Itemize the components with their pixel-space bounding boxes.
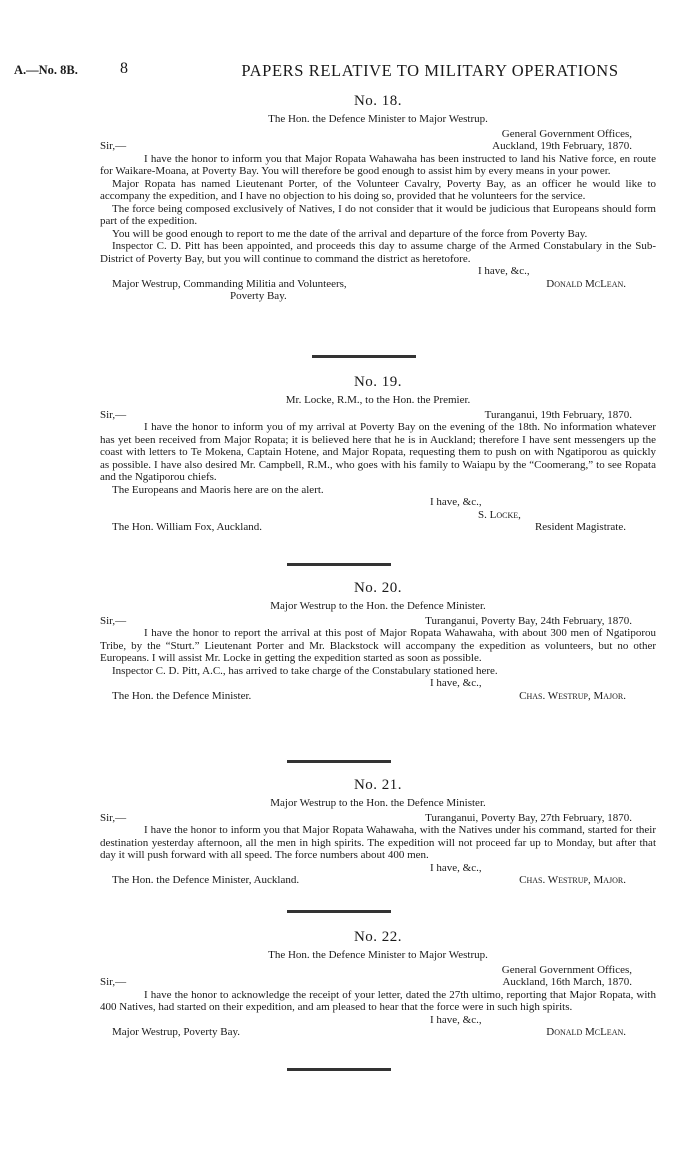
letter-no-18: [100, 93, 656, 303]
letter-no-20: [100, 580, 656, 702]
signatory-title: Resident Magistrate.: [534, 521, 626, 533]
paragraph: I have the honor to inform you that Major Ropata Wahawaha has been instructed to land his Native force, en route for Waikare-Moana, at Poverty Bay. You will therefore be good enough to assist him by every means in your power.: [100, 152, 656, 177]
letter-no-22: [100, 929, 656, 1039]
signature: S. Locke,: [478, 508, 521, 521]
letter-address: General Government Offices,: [501, 127, 632, 140]
letter-number: No. 18.: [353, 93, 403, 109]
letter-no-19: [100, 374, 656, 534]
signature-row: [100, 521, 656, 534]
salutation-row: [100, 615, 656, 628]
paragraph: The force being composed exclusively of Natives, I do not consider that it would be judicious that Europeans should form part of the expedition.: [100, 202, 656, 227]
salutation: Sir,—: [100, 408, 127, 421]
closing: I have, &c.,: [430, 677, 482, 689]
section-divider: [287, 563, 391, 566]
paper-reference: A.—No. 8B.: [14, 63, 78, 77]
letter-date: Auckland, 16th March, 1870.: [502, 976, 632, 988]
addressee: The Hon. the Defence Minister, Auckland.: [112, 874, 300, 886]
letter-no-21: [100, 777, 656, 887]
salutation: Sir,—: [100, 614, 127, 627]
salutation: Sir,—: [100, 976, 127, 988]
salutation: Sir,—: [100, 140, 127, 152]
paragraph: I have the honor to inform you of my arrival at Poverty Bay on the evening of the 18th. No information whatever has yet been received from Major Ropata; it is believed here that he is in Auckland; therefore I have sent messengers up the coast with letters to Te Mokena, Captain Hotene, and Major Ropata, requesting them to push on with Ngatiporou as quickly as possible. I have also desired Mr. Campbell, R.M., who goes with his family to Waiapu by the “Coomerang,” to see Ropata and the Ngatiporou chiefs.: [100, 421, 656, 483]
salutation-row: [100, 140, 656, 153]
salutation-row: [100, 409, 656, 422]
letter-number: No. 20.: [353, 580, 403, 596]
letter-number: No. 21.: [353, 777, 403, 793]
paragraph: The Europeans and Maoris here are on the alert.: [112, 483, 324, 496]
paragraph: Inspector C. D. Pitt, A.C., has arrived to take charge of the Constabulary stationed here.: [112, 664, 498, 677]
addressee-line-2: Poverty Bay.: [230, 290, 287, 302]
addressee: The Hon. William Fox, Auckland.: [112, 521, 262, 533]
signature: Donald McLean.: [546, 277, 626, 290]
paragraph: Inspector C. D. Pitt has been appointed, and proceeds this day to assume charge of the Armed Constabulary in the Sub-District of Poverty Bay, but you will continue to command the district as heretofore.: [100, 240, 656, 265]
letter-date: Turanganui, Poverty Bay, 27th February, 1870.: [425, 811, 632, 824]
section-divider: [312, 355, 416, 358]
salutation-row: [100, 812, 656, 825]
paragraph: I have the honor to report the arrival at this post of Major Ropata Wahawaha, with about 300 men of Ngatiporou Tribe, by the “Sturt.” Lieutenant Porter and Mr. Blackstock will accompany the expedition as volunteers, but no other Europeans. I will assist Mr. Locke in getting the expedition started as soon as possible.: [100, 627, 656, 664]
closing: I have, &c.,: [478, 265, 530, 277]
addressee: Major Westrup, Poverty Bay.: [112, 1026, 241, 1038]
signature: Chas. Westrup, Major.: [519, 689, 626, 702]
letter-route: Major Westrup to the Hon. the Defence Minister.: [270, 600, 486, 612]
letter-route: Major Westrup to the Hon. the Defence Minister.: [270, 797, 486, 809]
letter-number: No. 19.: [353, 374, 403, 390]
closing: I have, &c.,: [430, 861, 482, 874]
addressee: The Hon. the Defence Minister.: [112, 689, 252, 702]
closing: I have, &c.,: [430, 1013, 482, 1026]
page-number: 8: [120, 60, 128, 77]
letter-route: The Hon. the Defence Minister to Major Westrup.: [268, 949, 488, 961]
paragraph: Major Ropata has named Lieutenant Porter, of the Volunteer Cavalry, Poverty Bay, as an officer he would like to accompany the expedition, and I have no objection to his doing so, provided that he volunteers for the service.: [100, 177, 656, 202]
paragraph: You will be good enough to report to me the date of the arrival and departure of the force from Poverty Bay.: [112, 227, 588, 240]
signature-row: [100, 874, 656, 887]
signature-row: [100, 690, 656, 703]
section-divider: [287, 760, 391, 763]
signature-row: [100, 278, 656, 291]
letter-date: Turanganui, 19th February, 1870.: [484, 408, 632, 421]
paragraph: I have the honor to acknowledge the receipt of your letter, dated the 27th ultimo, reporting that Major Ropata, with 400 Natives, had started on their expedition, and am pleased to hear that the force were in such high spirits.: [100, 988, 656, 1013]
letter-number: No. 22.: [353, 929, 403, 945]
salutation-row: [100, 976, 656, 989]
signature: Donald McLean.: [546, 1026, 626, 1038]
letter-date: Auckland, 19th February, 1870.: [492, 140, 632, 152]
signature: Chas. Westrup, Major.: [519, 874, 626, 886]
section-divider: [287, 1068, 391, 1071]
paragraph: I have the honor to inform you that Major Ropata Wahawaha, with the Natives under his command, started for their destination yesterday afternoon, all the men in high spirits. The expedition will not proceed far up to Monday, but after that day it will push forward with all speed. The force numbers about 400 men.: [100, 824, 656, 861]
closing: I have, &c.,: [430, 496, 482, 508]
section-divider: [287, 910, 391, 913]
letter-date: Turanganui, Poverty Bay, 24th February, 1870.: [425, 614, 632, 627]
salutation: Sir,—: [100, 811, 127, 824]
letter-address: General Government Offices,: [501, 963, 632, 976]
letter-route: Mr. Locke, R.M., to the Hon. the Premier.: [285, 394, 471, 406]
addressee: Major Westrup, Commanding Militia and Volunteers,: [112, 277, 347, 290]
letter-route: The Hon. the Defence Minister to Major Westrup.: [268, 113, 488, 125]
page-header: [14, 60, 686, 84]
signature-row: [100, 1026, 656, 1039]
running-title: PAPERS RELATIVE TO MILITARY OPERATIONS: [241, 61, 619, 80]
